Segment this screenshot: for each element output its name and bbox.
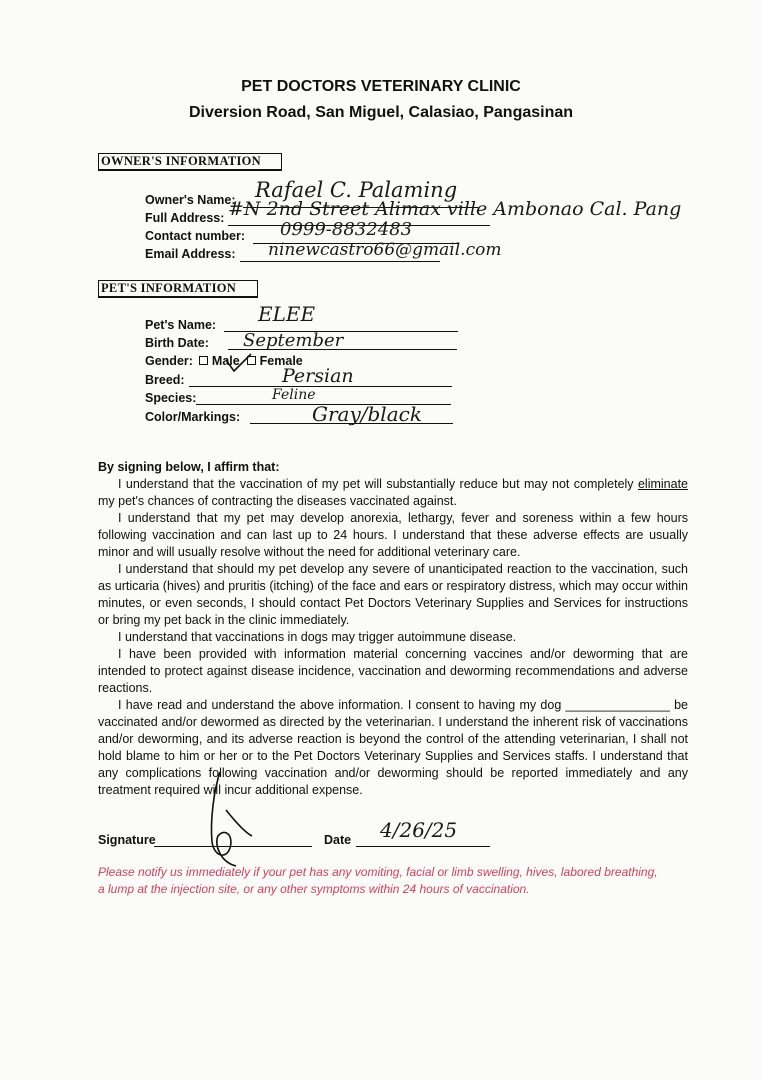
date-label: Date (324, 833, 352, 847)
clinic-name: PET DOCTORS VETERINARY CLINIC (241, 78, 521, 95)
gender-female-label: Female (259, 354, 303, 368)
affirmation-p3: I understand that should my pet develop any severe of unanticipated reaction to the vaccination, such as urticaria (hives) and pruritis (itching) of the face and ears or respiratory distress, which may occur within minutes, or even seconds, I should contact Pet Doctors Veterinary Supplies and Services for instructions or bring my pet back in the clinic immediately. (98, 562, 688, 627)
contact-value[interactable]: 0999-8832483 (280, 219, 413, 240)
species-value[interactable]: Feline (272, 387, 316, 403)
breed-value[interactable]: Persian (282, 365, 354, 387)
affirmation-p5: I have been provided with information material concerning vaccines and/or deworming that are intended to protect against disease incidence, vaccination and deworming recommendations and adverse reactions. (98, 647, 688, 695)
pet-name-label: Pet's Name: (145, 318, 217, 332)
affirmation-intro: By signing below, I affirm that: (98, 460, 280, 474)
date-value[interactable]: 4/26/25 (380, 818, 458, 842)
handwritten-signature (196, 770, 256, 870)
owner-section-title: OWNER'S INFORMATION (98, 153, 282, 171)
affirmation-p4: I understand that vaccinations in dogs may trigger autoimmune disease. (118, 630, 517, 644)
gender-check-mark (224, 352, 254, 374)
clinic-address: Diversion Road, San Miguel, Calasiao, Pangasinan (188, 104, 574, 121)
owner-name-value[interactable]: Rafael C. Palaming (255, 178, 458, 202)
pet-name-value[interactable]: ELEE (258, 302, 316, 326)
notice-text: Please notify us immediately if your pet has any vomiting, facial or limb swelling, hives, labored breathing, a lump at the injection site, or any other symptoms within 24 hours of vaccination. (98, 865, 658, 896)
affirmation-p1: I understand that the vaccination of my pet will substantially reduce but may not completely eliminate my pet's chances of contracting the diseases vaccinated against. (98, 477, 688, 508)
gender-male-label: Male (211, 354, 240, 368)
date-line (356, 846, 490, 847)
birth-date-value[interactable]: September (243, 330, 344, 351)
gender-male-checkbox[interactable] (199, 356, 208, 365)
owner-name-label: Owner's Name: (145, 193, 236, 207)
email-value[interactable]: ninewcastro66@gmail.com (268, 240, 502, 260)
contact-label: Contact number: (145, 229, 245, 243)
pet-section-title: PET'S INFORMATION (98, 280, 258, 298)
color-value[interactable]: Gray/black (312, 402, 422, 426)
email-line (240, 261, 440, 262)
gender-label: Gender: (145, 354, 193, 368)
color-label: Color/Markings: (145, 410, 241, 424)
affirmation-p6: I have read and understand the above information. I consent to having my dog _______________ be vaccinated and/or dewormed as directed by the veterinarian. I understand the inherent risk of vaccinations and/or deworming, and its adverse reaction is beyond the control of the attending veterinarian, I shall not hold blame to him or her or to the Pet Doctors Veterinary Supplies and Services staffs. I understand that any complications following vaccination and/or deworming should be reported immediately and any treatment required will incur additional expense. (98, 698, 688, 797)
affirmation-p2: I understand that my pet may develop anorexia, lethargy, fever and soreness within a few hours following vaccination and can last up to 24 hours. I understand that these adverse effects are usually minor and will usually resolve without the need for additional veterinary care. (98, 511, 688, 559)
signature-label: Signature (98, 833, 156, 847)
address-label: Full Address: (145, 211, 225, 225)
affirmation-text (98, 459, 688, 799)
birth-date-label: Birth Date: (145, 336, 209, 350)
email-label: Email Address: (145, 247, 236, 261)
address-value[interactable]: #N 2nd Street Alimax ville Ambonao Cal. Pang (228, 198, 682, 220)
species-label: Species: (145, 391, 197, 405)
breed-label: Breed: (145, 373, 185, 387)
